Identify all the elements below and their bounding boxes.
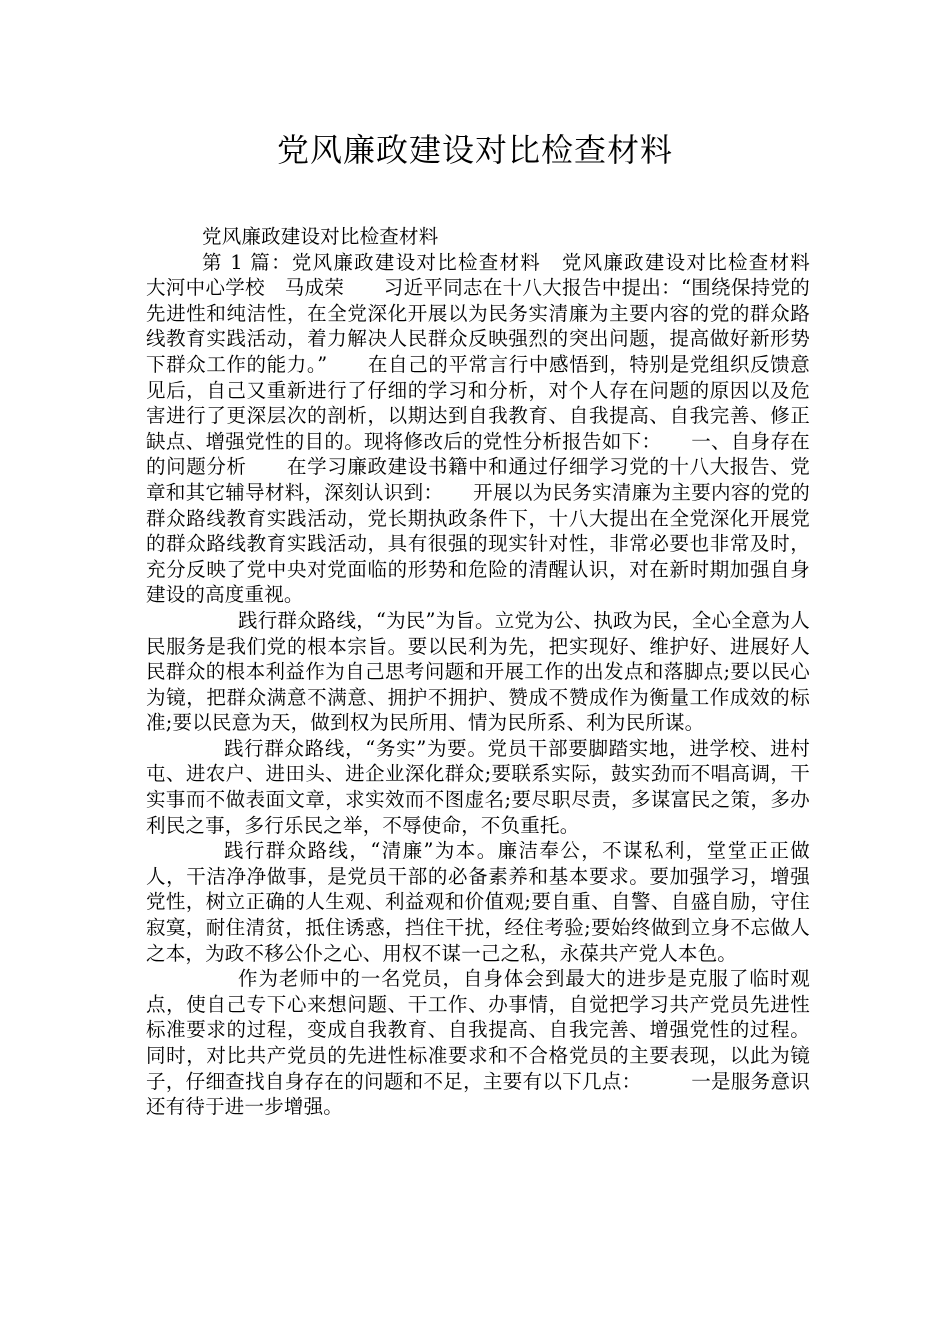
document-title: 党风廉政建设对比检查材料 bbox=[276, 131, 673, 169]
paragraph-intro: 第 1 篇：党风廉政建设对比检查材料 党风廉政建设对比检查材料 大河中心学校 马成荣 习近平同志在十八大报告中提出：“围绕保持党的先进性和纯洁性，在全党深化开展以为民务实清廉为主要内容的党的群众路线教育实践活动，着力解决人民群众反映强烈的突出问题，提高做好新形势下群众工作的能力。” 在自己的平常言行中感悟到，特别是党组织反馈意见后，自己又重新进行了仔细的学习和分析，对个人存在问题的原因以及危害进行了更深层次的剖析，以期达到自我教育、自我提高、自我完善、修正缺点、增强党性的目的。现将修改后的党性分析报告如下： 一、自身存在的问题分析 在学习廉政建设书籍中和通过仔细学习党的十八大报告、党章和其它辅导材料，深刻认识到： 开展以为民务实清廉为主要内容的党的群众路线教育实践活动，党长期执政条件下，十八大提出在全党深化开展党的群众路线教育实践活动，具有很强的现实针对性，非常必要也非常及时，充分反映了党中央对党面临的形势和危险的清醒认识，对在新时期加强自身建设的高度重视。 bbox=[146, 250, 850, 607]
paragraph-for-people: 践行群众路线，“为民”为旨。立党为公、执政为民，全心全意为人民服务是我们党的根本宗旨。要以民利为先，把实现好、维护好、进展好人民群众的根本利益作为自己思考问题和开展工作的出发点和落脚点;要以民心为镜，把群众满意不满意、拥护不拥护、赞成不赞成作为衡量工作成效的标准;要以民意为天，做到权为民所用、情为民所系、利为民所谋。 bbox=[146, 608, 810, 735]
paragraph-clean: 践行群众路线，“清廉”为本。廉洁奉公，不谋私利，堂堂正正做人，干洁净净做事，是党员干部的必备素养和基本要求。要加强学习，增强党性，树立正确的人生观、利益观和价值观;要自重、自警、自盛自励，守住寂寞，耐住清贫，抵住诱惑，挡住干扰，经住考验;要始终做到立身不忘做人之本，为政不移公仆之心、用权不谋一己之私，永葆共产党人本色。 bbox=[146, 839, 810, 965]
paragraph-teacher: 作为老师中的一名党员，自身体会到最大的进步是克服了临时观点，使自己专下心来想问题、干工作、办事情，自觉把学习共产党员先进性标准要求的过程，变成自我教育、自我提高、自我完善、增强党性的过程。同时，对比共产党员的先进性标准要求和不合格党员的主要表现，以此为镜子，仔细查找自身存在的问题和不足，主要有以下几点： 一是服务意识还有待于进一步增强。 bbox=[146, 967, 810, 1119]
paragraph-subtitle: 党风廉政建设对比检查材料 bbox=[202, 225, 439, 248]
document-body bbox=[146, 224, 850, 1120]
paragraph-pragmatic: 践行群众路线，“务实”为要。党员干部要脚踏实地，进学校、进村屯、进农户、进田头、进企业深化群众;要联系实际，鼓实劲而不唱高调，干实事而不做表面文章，求实效而不图虚名;要尽职尽责，多谋富民之策，多办利民之事，多行乐民之举，不辱使命，不负重托。 bbox=[146, 736, 810, 837]
